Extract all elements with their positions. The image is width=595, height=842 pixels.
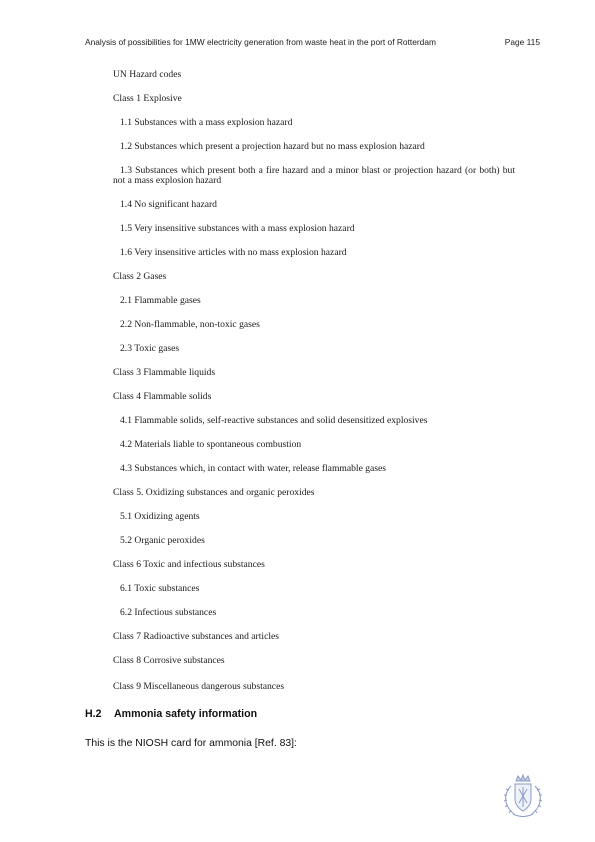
hazard-class-2: Class 2 Gases (113, 271, 167, 282)
hazard-division-2-3: 2.3 Toxic gases (120, 343, 180, 354)
hazard-class-9: Class 9 Miscellaneous dangerous substances (113, 681, 285, 692)
hazard-class-1: Class 1 Explosive (113, 93, 182, 104)
hazard-class-4: Class 4 Flammable solids (113, 391, 212, 402)
hazard-division-1-2: 1.2 Substances which present a projection hazard but no mass explosion hazard (120, 141, 425, 152)
hazard-class-6: Class 6 Toxic and infectious substances (113, 559, 265, 570)
hazard-division-1-1: 1.1 Substances with a mass explosion hazard (120, 117, 293, 128)
hazard-division-1-5: 1.5 Very insensitive substances with a mass explosion hazard (120, 223, 355, 234)
hazard-class-8: Class 8 Corrosive substances (113, 655, 225, 666)
list-heading: UN Hazard codes (113, 69, 182, 80)
hazard-division-1-3: 1.3 Substances which present both a fire hazard and a minor blast or projection hazard (or both) but not a mass explosion hazard (113, 165, 515, 186)
hazard-division-4-3: 4.3 Substances which, in contact with water, release flammable gases (120, 463, 387, 474)
hazard-division-6-1: 6.1 Toxic substances (120, 583, 200, 594)
hazard-division-5-2: 5.2 Organic peroxides (120, 535, 205, 546)
hazard-class-3: Class 3 Flammable liquids (113, 367, 216, 378)
hazard-division-4-2: 4.2 Materials liable to spontaneous combustion (120, 439, 302, 450)
hazard-class-7: Class 7 Radioactive substances and articles (113, 631, 279, 642)
university-crest-icon (497, 772, 549, 820)
section-heading (85, 708, 257, 720)
hazard-division-4-1: 4.1 Flammable solids, self-reactive substances and solid desensitized explosives (120, 415, 428, 426)
body-paragraph: This is the NIOSH card for ammonia [Ref. 83]: (85, 738, 297, 749)
section-number: H.2 (85, 708, 102, 720)
hazard-division-2-2: 2.2 Non-flammable, non-toxic gases (120, 319, 260, 330)
hazard-division-1-6: 1.6 Very insensitive articles with no mass explosion hazard (120, 247, 347, 258)
page-number: Page 115 (504, 37, 540, 47)
section-title: Ammonia safety information (114, 708, 258, 720)
hazard-division-6-2: 6.2 Infectious substances (120, 607, 217, 618)
hazard-division-2-1: 2.1 Flammable gases (120, 295, 201, 306)
hazard-class-5: Class 5. Oxidizing substances and organic peroxides (113, 487, 315, 498)
document-title: Analysis of possibilities for 1MW electricity generation from waste heat in the port of Rotterdam (85, 37, 436, 47)
hazard-division-5-1: 5.1 Oxidizing agents (120, 511, 200, 522)
hazard-division-1-4: 1.4 No significant hazard (120, 199, 217, 210)
